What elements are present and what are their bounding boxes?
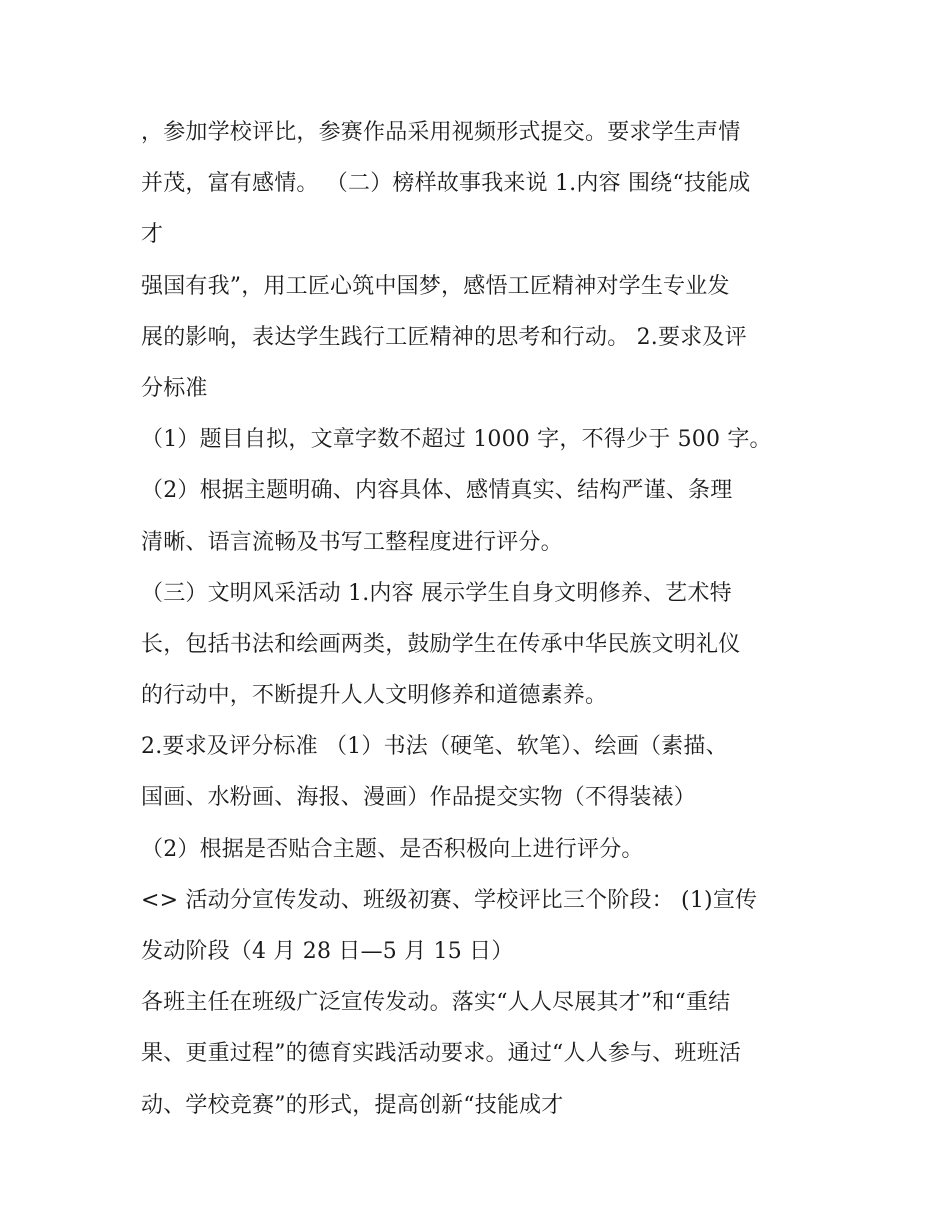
text-line-16: <> 活动分宣传发动、班级初赛、学校评比三个阶段： (1)宣传 [141, 887, 758, 913]
text-line-13: 2.要求及评分标准 （1）书法（硬笔、软笔）、绘画（素描、 [141, 734, 728, 760]
document-body [141, 107, 821, 1131]
text-line-12: 的行动中，不断提升人人文明修养和道德素养。 [141, 683, 608, 709]
text-line-18: 各班主任在班级广泛宣传发动。落实“人人尽展其才”和“重结 [141, 990, 731, 1016]
text-line-6: 分标准 [141, 375, 208, 401]
text-line-14: 国画、水粉画、海报、漫画）作品提交实物（不得装裱） [141, 785, 697, 811]
text-line-5: 展的影响，表达学生践行工匠精神的思考和行动。 2.要求及评 [141, 324, 747, 350]
text-line-3: 才 [141, 222, 164, 248]
text-line-2: 并茂，富有感情。 （二）榜样故事我来说 1.内容 围绕“技能成 [141, 171, 751, 197]
text-line-19: 果、更重过程”的德育实践活动要求。通过“人人参与、班班活 [141, 1041, 742, 1067]
text-line-20: 动、学校竞赛”的形式，提高创新“技能成才 [141, 1092, 564, 1118]
text-line-15: （2）根据是否贴合主题、是否积极向上进行评分。 [141, 836, 644, 862]
text-line-1: ，参加学校评比，参赛作品采用视频形式提交。要求学生声情 [141, 120, 741, 145]
text-line-7: （1）题目自拟，文章字数不超过 1000 字，不得少于 500 字。 [141, 427, 772, 453]
text-line-11: 长，包括书法和绘画两类，鼓励学生在传承中华民族文明礼仪 [141, 631, 741, 657]
text-line-4: 强国有我”，用工匠心筑中国梦，感悟工匠精神对学生专业发 [141, 273, 730, 299]
text-line-17: 发动阶段（4 月 28 日—5 月 15 日） [141, 939, 514, 964]
text-line-9: 清晰、语言流畅及书写工整程度进行评分。 [141, 529, 563, 555]
text-line-10: （三）文明风采活动 1.内容 展示学生自身文明修养、艺术特 [141, 580, 732, 606]
text-line-8: （2）根据主题明确、内容具体、感情真实、结构严谨、条理 [141, 478, 733, 504]
